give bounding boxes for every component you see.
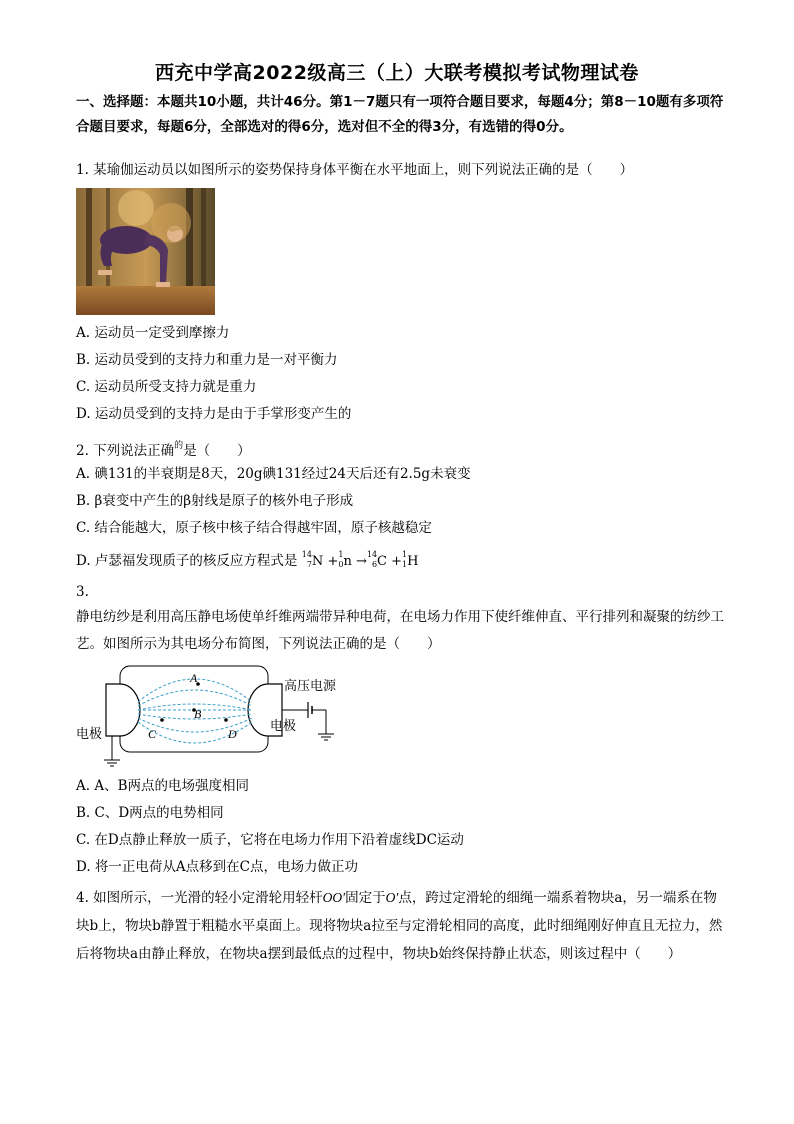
eq-n1-num: 7 xyxy=(306,560,312,569)
nuclear-equation xyxy=(301,550,419,569)
q2-option-b: B. β衰变中产生的β射线是原子的核外电子形成 xyxy=(76,493,354,509)
q4-point: O′ xyxy=(385,890,399,905)
electric-field-diagram xyxy=(76,662,356,772)
eq-n4-sym: H xyxy=(407,554,419,569)
q2-stem xyxy=(76,436,251,461)
q2-stem-a: 2. 下列说法正确 xyxy=(76,443,175,459)
q1-option-a: A. 运动员一定受到摩擦力 xyxy=(76,325,230,341)
q1-stem: 1. 某瑜伽运动员以如图所示的姿势保持身体平衡在水平地面上，则下列说法正确的是（ ） xyxy=(76,162,634,178)
eq-plus1: + xyxy=(327,554,339,569)
eq-n3-sym: C xyxy=(377,554,387,569)
eq-n1-sym: N xyxy=(311,554,324,569)
q2-option-d xyxy=(76,550,418,572)
electrode-right-label: 电极 xyxy=(270,719,297,734)
q2-option-d-text: D. 卢瑟福发现质子的核反应方程式是 xyxy=(76,553,298,569)
eq-n3-mass: 14 xyxy=(366,550,378,559)
eq-n1-mass: 14 xyxy=(301,550,312,559)
q3-option-b: B. C、D两点的电势相同 xyxy=(76,805,224,821)
q3-option-c: C. 在D点静止释放一质子，它将在电场力作用下沿着虚线DC运动 xyxy=(76,832,464,848)
q3-option-d: D. 将一正电荷从A点移到在C点，电场力做正功 xyxy=(76,859,359,875)
q4-rod: OO′ xyxy=(322,890,346,905)
q3-number: 3. xyxy=(76,584,89,600)
eq-arrow: → xyxy=(355,554,367,569)
page-title: 西充中学高2022级高三（上）大联考模拟考试物理试卷 xyxy=(155,62,639,84)
q1-option-c: C. 运动员所受支持力就是重力 xyxy=(76,379,257,395)
q4-stem xyxy=(76,884,724,968)
q2-stem-b: 是（ ） xyxy=(183,443,251,459)
q4-stem-2: 固定于 xyxy=(345,890,386,906)
eq-n2-num: 0 xyxy=(338,560,344,569)
q1-option-d: D. 运动员受到的支持力是由于手掌形变产生的 xyxy=(76,406,352,422)
eq-plus2: + xyxy=(391,554,403,569)
eq-n2-mass: 1 xyxy=(338,550,344,559)
q4-stem-1: 4. 如图所示，一光滑的轻小定滑轮用轻杆 xyxy=(76,890,323,906)
q2-stem-sup: 的 xyxy=(174,441,184,451)
point-d-label: D xyxy=(228,727,237,741)
q4-stem-3: 点，跨过定滑轮的细绳一端系着物块a，另一端系在物块b上，物块b静置于粗糙水平桌面上。现将物块a拉至与定滑轮相同的高度，此时细绳刚好伸直且无拉力，然后将物块a由静止释放，在物块a摆到最低点的过程中，物块b始终保持静止状态，则该过程中（ ） xyxy=(76,890,723,962)
q2-option-c: C. 结合能越大，原子核中核子结合得越牢固，原子核越稳定 xyxy=(76,520,432,536)
q2-option-a: A. 碘131的半衰期是8天，20g碘131经过24天后还有2.5g未衰变 xyxy=(76,466,471,482)
q3-stem: 静电纺纱是利用高压静电场使单纤维两端带异种电荷，在电场力作用下使纤维伸直、平行排列和凝聚的纺纱工艺。如图所示为其电场分布简图，下列说法正确的是（ ） xyxy=(76,609,724,652)
point-b-label: B xyxy=(194,707,202,721)
section-instructions: 一、选择题：本题共10小题，共计46分。第1－7题只有一项符合题目要求，每题4分；第8－10题有多项符合题目要求，每题6分，全部选对的得6分，选对但不全的得3分，有选错的得0分。 xyxy=(76,94,724,135)
eq-n2-sym: n xyxy=(343,554,352,569)
yoga-photo xyxy=(76,188,215,315)
q3-option-a: A. A、B两点的电场强度相同 xyxy=(76,778,250,794)
point-a-label: A xyxy=(190,671,198,685)
eq-n4-mass: 1 xyxy=(402,550,408,559)
eq-n3-num: 6 xyxy=(371,560,378,569)
eq-n4-num: 1 xyxy=(402,560,408,569)
power-source-label: 高压电源 xyxy=(284,679,337,694)
electrode-left-label: 电极 xyxy=(76,727,103,742)
point-c-label: C xyxy=(148,727,157,741)
q1-option-b: B. 运动员受到的支持力和重力是一对平衡力 xyxy=(76,352,338,368)
